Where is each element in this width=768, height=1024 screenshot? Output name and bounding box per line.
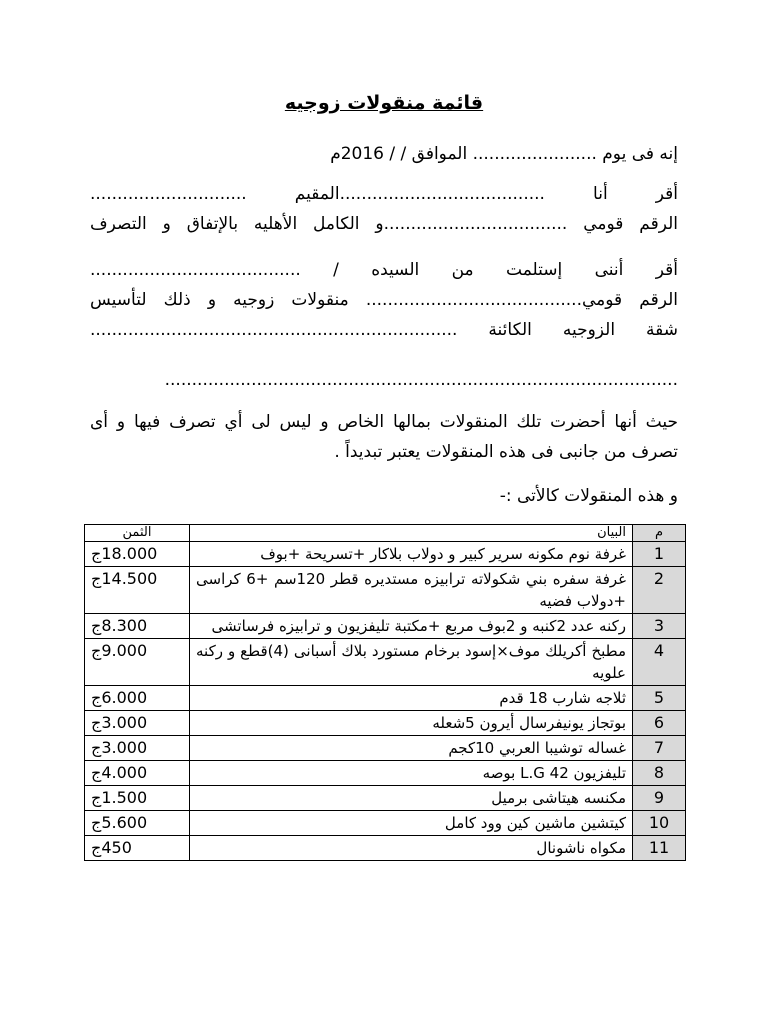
row-number: 11 xyxy=(633,836,686,861)
row-price: 3.000ج xyxy=(85,736,190,761)
row-description: غرفة سفره بني شكولاته ترابيزه مستديره قطر 120سم +6 كراسى +دولاب فضيه xyxy=(190,567,633,614)
row-price: 5.600ج xyxy=(85,811,190,836)
row-description: غرفة نوم مكونه سرير كبير و دولاب بلاكار +تسريحة +بوف xyxy=(190,542,633,567)
row-number: 8 xyxy=(633,761,686,786)
row-price: 18.000ج xyxy=(85,542,190,567)
row-price: 450ج xyxy=(85,836,190,861)
row-description: ثلاجه شارب 18 قدم xyxy=(190,686,633,711)
row-price: 14.500ج xyxy=(85,567,190,614)
header-number: م xyxy=(633,525,686,542)
declarant-line: أقر أنا ......................................المقيم ............................. xyxy=(90,184,678,204)
date-line: إنه فى يوم ....................... الموافق / / 2016م xyxy=(330,144,678,164)
row-price: 3.000ج xyxy=(85,711,190,736)
table-row xyxy=(85,761,686,786)
row-number: 2 xyxy=(633,567,686,614)
row-number: 3 xyxy=(633,614,686,639)
table-row xyxy=(85,836,686,861)
document-title: قائمة منقولات زوجيه xyxy=(284,92,484,114)
row-description: غساله توشيبا العربي 10كجم xyxy=(190,736,633,761)
row-description: مكنسه هيتاشى برميل xyxy=(190,786,633,811)
table-row xyxy=(85,786,686,811)
row-number: 6 xyxy=(633,711,686,736)
row-price: 6.000ج xyxy=(85,686,190,711)
declarant-id-line: الرقم قومي ..................................و الكامل الأهليه بالإتفاق و التصرف xyxy=(90,214,678,234)
row-description: مكواه ناشونال xyxy=(190,836,633,861)
receipt-line: أقر أننى إستلمت من السيده / ....................................... xyxy=(90,260,678,280)
row-price: 8.300ج xyxy=(85,614,190,639)
row-price: 1.500ج xyxy=(85,786,190,811)
row-description: بوتجاز يونيفرسال أيرون 5شعله xyxy=(190,711,633,736)
receiver-id-line: الرقم قومي........................................ منقولات زوجيه و ذلك لتأسيس xyxy=(90,290,678,310)
table-row xyxy=(85,686,686,711)
row-description: ركنه عدد 2كنبه و 2بوف مربع +مكتبة تليفزيون و ترابيزه فرساتشى xyxy=(190,614,633,639)
row-number: 10 xyxy=(633,811,686,836)
row-description: كيتشين ماشين كين وود كامل xyxy=(190,811,633,836)
row-number: 4 xyxy=(633,639,686,686)
statement-line-2: تصرف من جانبى فى هذه المنقولات يعتبر تبديداً . xyxy=(334,442,678,462)
table-row xyxy=(85,639,686,686)
furniture-items-table xyxy=(84,524,686,861)
row-description: مطبخ أكريلك موف×إسود برخام مستورد بلاك أسبانى (4)قطع و ركنه علويه xyxy=(190,639,633,686)
table-row xyxy=(85,614,686,639)
dotted-line: ............................................................................................... xyxy=(164,370,678,390)
table-row xyxy=(85,567,686,614)
row-price: 9.000ج xyxy=(85,639,190,686)
table-row xyxy=(85,811,686,836)
table-row xyxy=(85,711,686,736)
table-header-row xyxy=(85,525,686,542)
row-price: 4.000ج xyxy=(85,761,190,786)
items-intro-line: و هذه المنقولات كالأتى :- xyxy=(499,486,678,506)
table-row xyxy=(85,542,686,567)
statement-line-1: حيث أنها أحضرت تلك المنقولات بمالها الخاص و ليس لى أي تصرف فيها و أى xyxy=(90,412,678,432)
row-number: 5 xyxy=(633,686,686,711)
header-description: البيان xyxy=(190,525,633,542)
row-number: 1 xyxy=(633,542,686,567)
apartment-line: شقة الزوجيه الكائنة .................................................................... xyxy=(90,320,678,340)
row-number: 7 xyxy=(633,736,686,761)
row-number: 9 xyxy=(633,786,686,811)
row-description: تليفزيون L.G 42 بوصه xyxy=(190,761,633,786)
table-row xyxy=(85,736,686,761)
header-price: الثمن xyxy=(85,525,190,542)
